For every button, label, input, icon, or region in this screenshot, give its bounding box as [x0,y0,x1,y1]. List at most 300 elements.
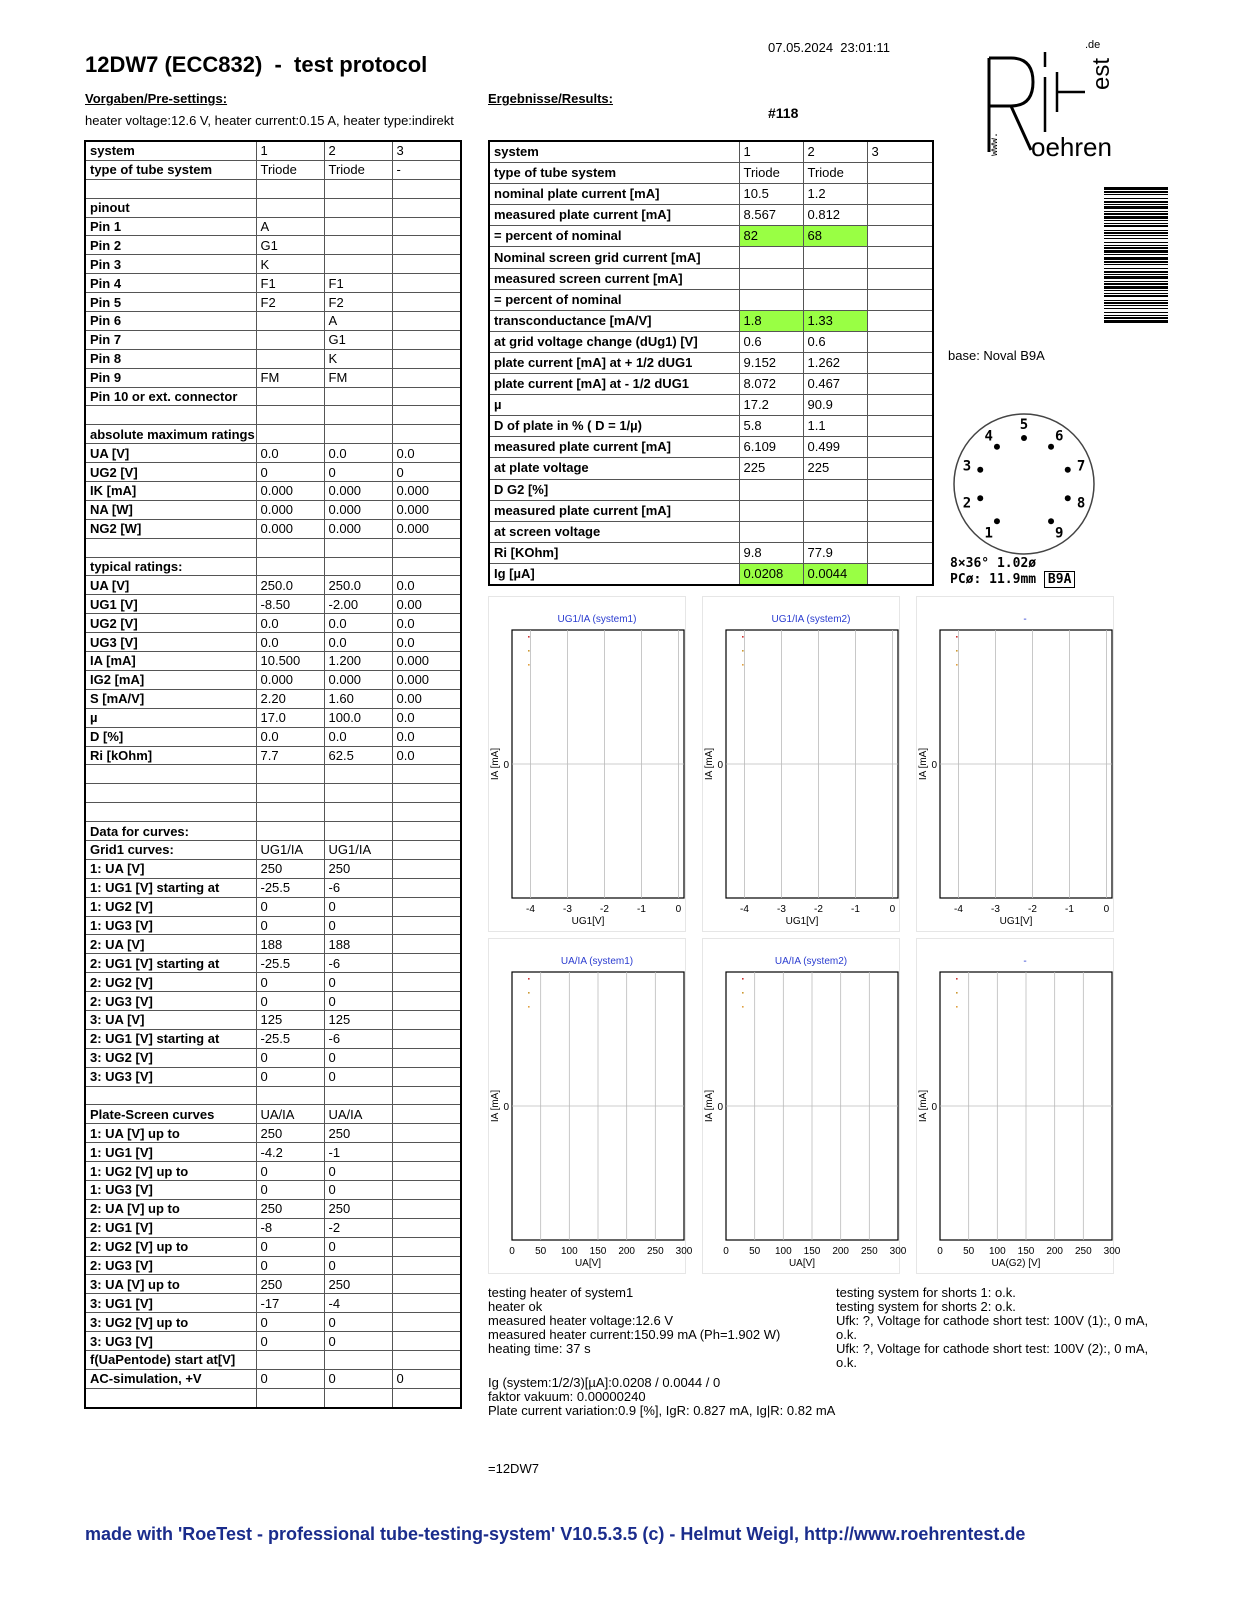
left-table-row [85,500,461,519]
legend-marker [956,978,958,980]
system-1-value: 0 [256,897,324,916]
left-table-row [85,1162,461,1181]
system-3-value [392,349,461,368]
row-label: IK [mA] [85,482,256,501]
left-table-row [85,652,461,671]
row-label: Data for curves: [85,822,256,841]
row-label: measured screen current [mA] [489,268,739,289]
system-1-value [739,500,803,521]
row-label: Pin 10 or ext. connector [85,387,256,406]
base-pin-number: 2 [962,495,972,512]
base-pin [1065,495,1071,501]
row-label: 2: UG1 [V] starting at [85,954,256,973]
system-2-value: -6 [324,954,392,973]
results-table-row [489,352,933,373]
system-2-value [803,247,867,268]
system-3-value [392,1124,461,1143]
system-1-value: 82 [739,226,803,247]
row-label: NG2 [W] [85,519,256,538]
results-table-row [489,416,933,437]
system-3-value [392,784,461,803]
system-3-value [392,1351,461,1370]
system-2-value: 0.000 [324,670,392,689]
row-label: system [489,141,739,163]
results-table-row [489,331,933,352]
row-label: 3: UA [V] [85,1010,256,1029]
system-1-value [256,765,324,784]
results-table [488,140,934,586]
barcode-bar [1104,302,1168,304]
system-1-value: Triode [739,163,803,184]
row-label: = percent of nominal [489,289,739,310]
system-3-value [867,395,933,416]
left-table-row [85,1048,461,1067]
system-1-value: 0.0208 [739,563,803,585]
legend-marker [742,664,744,666]
system-1-value: 1.8 [739,310,803,331]
barcode-bar [1104,213,1168,215]
barcode-bar [1104,225,1168,227]
chart-panel [702,596,900,932]
left-table-row [85,425,461,444]
system-3-value [867,205,933,226]
system-2-value: 0 [324,1180,392,1199]
system-1-value: 0 [256,1237,324,1256]
system-2-value: 0 [324,1237,392,1256]
left-table-row [85,198,461,217]
row-label: S [mA/V] [85,689,256,708]
base-pin [1021,435,1027,441]
system-2-value: 0.000 [324,519,392,538]
barcode-bar [1104,290,1168,291]
system-2-value: Triode [803,163,867,184]
system-2-value: 0.0 [324,633,392,652]
system-3-value [392,538,461,557]
system-2-value [324,784,392,803]
system-1-value [256,349,324,368]
base-pinout-diagram [950,412,1098,560]
left-table-row [85,1067,461,1086]
system-1-value [256,1388,324,1407]
left-table-row [85,141,461,160]
system-3-value: 0.000 [392,500,461,519]
system-2-value: 250.0 [324,576,392,595]
results-table-row [489,226,933,247]
left-table-row [85,557,461,576]
system-2-value: 0 [324,1313,392,1332]
system-3-value [392,1162,461,1181]
row-label [85,803,256,822]
row-label: 3: UG1 [V] [85,1294,256,1313]
system-3-value: 0.000 [392,519,461,538]
left-table-row [85,274,461,293]
barcode-bar [1104,211,1168,212]
chart-panel [488,938,693,1274]
barcode [1104,187,1168,322]
system-2-value: 0 [324,463,392,482]
x-tick-label: 100 [988,1246,1006,1257]
system-2-value: 0 [324,1067,392,1086]
row-label: 1: UA [V] up to [85,1124,256,1143]
row-label: 3: UG2 [V] up to [85,1313,256,1332]
base-pin-number: 6 [1055,428,1064,445]
row-label: D [%] [85,727,256,746]
system-3-value [867,437,933,458]
system-1-value: 5.8 [739,416,803,437]
left-table-row [85,538,461,557]
x-tick-label: 150 [1017,1246,1035,1257]
test-number: #118 [768,105,799,121]
system-1-value: 0 [256,1369,324,1388]
left-table-row [85,330,461,349]
system-2-value: -1 [324,1143,392,1162]
system-2-value [324,765,392,784]
pre-settings-table [84,140,462,1409]
x-tick-label: 0 [675,904,682,915]
left-table-row [85,935,461,954]
system-2-value: -6 [324,878,392,897]
system-2-value: 0 [324,1256,392,1275]
row-label: nominal plate current [mA] [489,184,739,205]
system-3-value [392,1010,461,1029]
row-label: 1: UA [V] [85,859,256,878]
barcode-bar [1104,247,1168,249]
system-2-value [324,1351,392,1370]
legend-marker [956,636,958,638]
system-1-value: -8.50 [256,595,324,614]
row-label: IG2 [mA] [85,670,256,689]
results-table-row [489,521,933,542]
left-table-row [85,368,461,387]
left-table-row [85,1180,461,1199]
system-1-value: 250.0 [256,576,324,595]
row-label: 2: UG2 [V] up to [85,1237,256,1256]
x-tick-label: 0 [723,1246,729,1257]
system-2-value: 0 [324,1162,392,1181]
left-table-row [85,1332,461,1351]
system-3-value: 3 [867,141,933,163]
x-tick-label: 250 [1074,1246,1092,1257]
x-tick-label: -3 [991,904,1000,915]
system-1-value: 125 [256,1010,324,1029]
x-tick-label: 200 [618,1246,636,1257]
barcode-bar [1104,204,1168,205]
row-label: transconductance [mA/V] [489,310,739,331]
chart-title: UA/IA (system1) [560,956,634,967]
system-3-value: 0.0 [392,727,461,746]
y-axis-label: IA [mA] [704,1089,715,1123]
system-1-value: 0 [256,992,324,1011]
system-2-value: 0.6 [803,331,867,352]
system-3-value [392,368,461,387]
row-label: 2: UA [V] [85,935,256,954]
system-1-value: 8.567 [739,205,803,226]
system-3-value [392,387,461,406]
logo-est: est [1088,57,1115,90]
chart-title: - [1023,614,1027,625]
short-test-notes: testing system for shorts 1: o.k. testing system for shorts 2: o.k. Ufk: ?, Voltage for cathode short test: 100V (1):, 0 mA, o.k. Ufk: ?, Voltage for cathode short test: 100V (2):, 0 mA, o.k. [836,1285,1149,1370]
system-1-value [739,247,803,268]
barcode-bar [1104,254,1168,255]
system-2-value: UG1/IA [324,840,392,859]
row-label: 2: UG2 [V] [85,973,256,992]
row-label: 1: UG3 [V] [85,916,256,935]
row-label: at screen voltage [489,521,739,542]
system-1-value: 250 [256,1275,324,1294]
x-tick-label: -2 [600,904,609,915]
x-tick-label: -3 [777,904,786,915]
x-tick-label: 200 [1046,1246,1064,1257]
system-2-value: 0 [324,973,392,992]
row-label: Pin 1 [85,217,256,236]
system-2-value: 0.467 [803,374,867,395]
system-3-value [392,803,461,822]
row-label: 3: UG3 [V] [85,1067,256,1086]
system-3-value: - [392,160,461,179]
left-table-row [85,519,461,538]
x-tick-label: 300 [1103,1246,1121,1257]
barcode-bar [1104,245,1168,246]
system-1-value [256,557,324,576]
barcode-bar [1104,317,1168,319]
barcode-bar [1104,271,1168,273]
system-3-value: 0.0 [392,444,461,463]
row-label: pinout [85,198,256,217]
x-tick-label: 100 [560,1246,578,1257]
row-label: AC-simulation, +V [85,1369,256,1388]
system-3-value: 0.00 [392,595,461,614]
row-label: Grid1 curves: [85,840,256,859]
results-table-row [489,563,933,585]
system-2-value: 1.33 [803,310,867,331]
x-tick-label: 300 [675,1246,693,1257]
results-table-row [489,437,933,458]
row-label: 1: UG1 [V] [85,1143,256,1162]
results-table-row [489,163,933,184]
system-1-value [256,784,324,803]
legend-marker [528,978,530,980]
system-3-value [867,563,933,585]
base-pin [1048,518,1054,524]
system-2-value [324,538,392,557]
system-2-value: 0 [324,916,392,935]
system-2-value: 0 [324,1048,392,1067]
system-3-value: 0.0 [392,746,461,765]
system-1-value: A [256,217,324,236]
x-tick-label: 300 [889,1246,907,1257]
row-label: at plate voltage [489,458,739,479]
base-pin [994,518,1000,524]
system-1-value: 0 [256,1048,324,1067]
row-label: Nominal screen grid current [mA] [489,247,739,268]
system-2-value [324,255,392,274]
system-3-value [392,406,461,425]
row-label: 3: UG2 [V] [85,1048,256,1067]
row-label: Pin 4 [85,274,256,293]
chart-title: UA/IA (system2) [774,956,848,967]
system-1-value [739,479,803,500]
system-2-value [324,803,392,822]
system-2-value: -4 [324,1294,392,1313]
y-tick-label: 0 [503,1102,509,1113]
left-table-row [85,1105,461,1124]
legend-marker [956,992,958,994]
left-table-row [85,1029,461,1048]
left-table-row [85,1143,461,1162]
results-table-row [489,500,933,521]
x-tick-label: 0 [937,1246,943,1257]
barcode-bar [1104,206,1168,209]
x-tick-label: 0 [509,1246,515,1257]
system-1-value: -25.5 [256,1029,324,1048]
system-2-value [803,500,867,521]
barcode-bar [1104,268,1168,269]
system-2-value: F1 [324,274,392,293]
system-2-value [324,198,392,217]
system-2-value: 1.1 [803,416,867,437]
results-table-row [489,458,933,479]
x-tick-label: -2 [814,904,823,915]
barcode-graphic [1104,187,1168,322]
row-label: Plate-Screen curves [85,1105,256,1124]
system-3-value [392,1029,461,1048]
row-label: D G2 [%] [489,479,739,500]
test-datetime: 07.05.2024 23:01:11 [768,40,890,55]
system-1-value [256,312,324,331]
x-axis-label: UA(G2) [V] [991,1258,1041,1269]
system-3-value [392,330,461,349]
system-1-value: 0.0 [256,633,324,652]
logo-oehren: oehren [1031,132,1112,162]
system-1-value: 0.0 [256,614,324,633]
barcode-bar [1104,286,1168,289]
row-label [85,784,256,803]
base-pin-number: 3 [962,458,972,475]
system-3-value: 0.000 [392,482,461,501]
legend-marker [528,664,530,666]
y-tick-label: 0 [717,1102,723,1113]
system-1-value: 0 [256,1332,324,1351]
x-tick-label: 50 [535,1246,547,1257]
x-tick-label: -1 [1065,904,1074,915]
left-table-row [85,1010,461,1029]
system-3-value [392,1180,461,1199]
system-2-value: 62.5 [324,746,392,765]
x-tick-label: -4 [740,904,749,915]
legend-marker [742,978,744,980]
system-2-value: F2 [324,293,392,312]
barcode-bar [1104,230,1168,231]
legend-marker [528,650,530,652]
left-table-row [85,689,461,708]
system-2-value: 0 [324,1369,392,1388]
system-3-value [392,1237,461,1256]
system-3-value [392,198,461,217]
system-1-value: -17 [256,1294,324,1313]
base-pin-number: 8 [1076,495,1086,512]
system-1-value: UG1/IA [256,840,324,859]
row-label: Pin 7 [85,330,256,349]
system-2-value [324,179,392,198]
system-1-value: 0.0 [256,727,324,746]
left-table-row [85,840,461,859]
left-table-row [85,765,461,784]
left-table-row [85,463,461,482]
noval-base-graphic [950,412,1098,560]
barcode-bar [1104,235,1168,236]
system-2-value: 0 [324,897,392,916]
row-label: Pin 6 [85,312,256,331]
system-2-value [324,236,392,255]
system-1-value: 250 [256,1124,324,1143]
row-label: absolute maximum ratings [85,425,256,444]
x-tick-label: 250 [860,1246,878,1257]
row-label: UA [V] [85,444,256,463]
row-label [85,1086,256,1105]
system-3-value [392,1218,461,1237]
row-label: type of tube system [489,163,739,184]
results-table-row [489,268,933,289]
system-1-value: 0 [256,916,324,935]
base-pin-number: 7 [1076,458,1086,475]
barcode-bar [1104,187,1168,190]
system-1-value [256,1086,324,1105]
left-table-row [85,916,461,935]
base-pin-number: 4 [984,428,993,445]
legend-marker [956,650,958,652]
system-3-value: 0.000 [392,670,461,689]
system-3-value [867,352,933,373]
results-table-row [489,374,933,395]
system-1-value: K [256,255,324,274]
row-label: UG2 [V] [85,614,256,633]
x-axis-label: UG1[V] [785,916,819,927]
left-table-row [85,293,461,312]
barcode-bar [1104,264,1168,265]
legend-marker [528,636,530,638]
model-line: =12DW7 [488,1461,539,1476]
row-label: plate current [mA] at - 1/2 dUG1 [489,374,739,395]
row-label: NA [W] [85,500,256,519]
chart-svg [916,938,1121,1274]
system-3-value [867,226,933,247]
row-label: 1: UG2 [V] up to [85,1162,256,1181]
system-3-value [867,521,933,542]
system-1-value: 10.500 [256,652,324,671]
system-1-value [256,822,324,841]
left-table-row [85,179,461,198]
x-tick-label: -1 [637,904,646,915]
row-label [85,1388,256,1407]
system-2-value: 2 [803,141,867,163]
system-1-value [256,538,324,557]
results-table-row [489,141,933,163]
left-table-row [85,1351,461,1370]
chart-title: UG1/IA (system2) [771,614,851,625]
y-axis-label: IA [mA] [490,747,501,781]
system-3-value: 3 [392,141,461,160]
system-2-value [803,268,867,289]
x-tick-label: 200 [832,1246,850,1257]
barcode-bar [1104,274,1168,275]
system-2-value: 1.200 [324,652,392,671]
left-table-row [85,349,461,368]
row-label: system [85,141,256,160]
row-label [85,179,256,198]
row-label: Ri [kOhm] [85,746,256,765]
system-3-value [867,310,933,331]
x-tick-label: -4 [526,904,535,915]
